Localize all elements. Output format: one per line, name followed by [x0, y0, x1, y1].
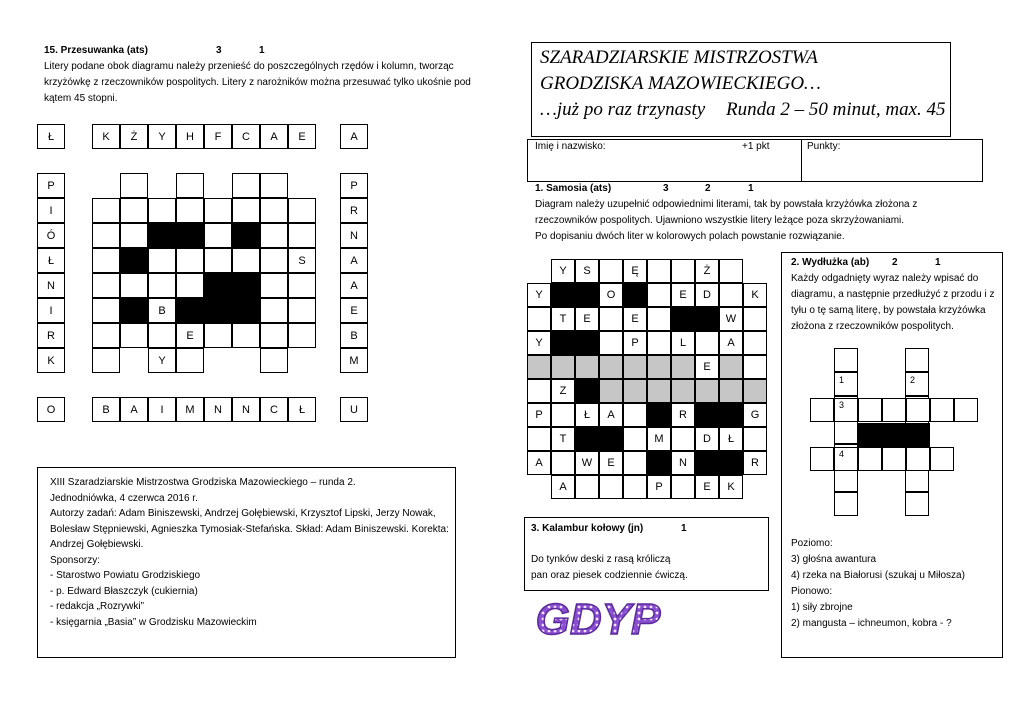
black-cell	[882, 423, 906, 447]
colophon-line-6: Sponsorzy:	[50, 554, 101, 566]
grid-cell[interactable]	[671, 427, 695, 451]
grid-cell[interactable]	[743, 307, 767, 331]
black-cell	[120, 248, 148, 273]
top-letter: H	[176, 124, 204, 149]
grid-cell[interactable]: B	[148, 298, 176, 323]
grid-cell[interactable]	[743, 331, 767, 355]
bottom-letter: N	[232, 397, 260, 422]
grid-cell[interactable]	[148, 323, 176, 348]
grid-cell[interactable]	[719, 259, 743, 283]
grid-cell[interactable]	[92, 198, 120, 223]
grid-cell[interactable]	[882, 447, 906, 471]
grid-cell[interactable]	[176, 198, 204, 223]
grid-cell[interactable]	[810, 447, 834, 471]
grid-cell[interactable]	[288, 223, 316, 248]
top-letter: E	[288, 124, 316, 149]
grid-cell[interactable]	[599, 307, 623, 331]
grid-cell[interactable]	[92, 348, 120, 373]
colophon-line-2: Jednodniówka, 4 czerwca 2016 r.	[50, 492, 198, 504]
black-cell	[551, 283, 575, 307]
name-label: Imię i nazwisko:	[535, 141, 606, 152]
black-cell	[204, 273, 232, 298]
grid-cell[interactable]	[92, 248, 120, 273]
grid-cell[interactable]	[148, 273, 176, 298]
black-cell	[176, 223, 204, 248]
colophon-line-10: - księgarnia „Basia” w Grodzisku Mazowieckim	[50, 616, 257, 628]
p3-points-1: 1	[681, 523, 687, 534]
grid-cell[interactable]	[647, 283, 671, 307]
grid-cell[interactable]	[527, 307, 551, 331]
colored-cell[interactable]	[551, 355, 575, 379]
title-line-1: SZARADZIARSKIE MISTRZOSTWA	[540, 47, 818, 68]
grid-cell[interactable]	[148, 248, 176, 273]
p15-line-1: Litery podane obok diagramu należy przenieść do poszczególnych rzędów i kolumn, tworząc	[44, 61, 454, 72]
grid-cell[interactable]	[647, 331, 671, 355]
grid-cell[interactable]	[120, 323, 148, 348]
grid-cell[interactable]: P	[527, 403, 551, 427]
corner-letter: Ł	[37, 124, 65, 149]
grid-cell[interactable]	[743, 355, 767, 379]
grid-cell[interactable]	[905, 468, 929, 492]
black-cell	[575, 283, 599, 307]
grid-cell[interactable]	[882, 398, 906, 422]
grid-cell[interactable]	[120, 273, 148, 298]
black-cell	[575, 379, 599, 403]
p1-line-1: Diagram należy uzupełnić odpowiednimi literami, tak by powstała krzyżówka złożona z	[535, 199, 918, 210]
bottom-letter: A	[120, 397, 148, 422]
top-letter: Ż	[120, 124, 148, 149]
black-cell	[695, 451, 719, 475]
p2-clue-2: 2) mangusta – ichneumon, kobra - ?	[791, 618, 952, 629]
bonus-label: +1 pkt	[742, 141, 770, 152]
grid-cell[interactable]	[834, 468, 858, 492]
grid-cell[interactable]	[527, 427, 551, 451]
grid-cell[interactable]: K	[719, 475, 743, 499]
grid-cell[interactable]	[905, 492, 929, 516]
p3-line-2: pan oraz piesek codziennie ćwiczą.	[531, 570, 688, 581]
bottom-letter: N	[204, 397, 232, 422]
grid-cell[interactable]	[260, 248, 288, 273]
grid-cell[interactable]: Y	[551, 259, 575, 283]
right-letter: A	[340, 273, 368, 298]
grid-cell[interactable]	[260, 198, 288, 223]
grid-cell[interactable]: E	[176, 323, 204, 348]
grid-cell[interactable]	[232, 323, 260, 348]
grid-cell[interactable]	[120, 173, 148, 198]
clue-number: 2	[910, 375, 916, 385]
grid-cell[interactable]	[905, 372, 929, 396]
grid-cell[interactable]: G	[743, 403, 767, 427]
grid-cell[interactable]	[930, 447, 954, 471]
p2-line-3: tyłu o tę samą literę, by powstała krzyżówka	[791, 305, 986, 316]
bottom-letter: B	[92, 397, 120, 422]
grid-cell[interactable]	[288, 198, 316, 223]
right-letter: B	[340, 323, 368, 348]
right-letter: N	[340, 223, 368, 248]
grid-cell[interactable]	[743, 427, 767, 451]
logo-text: GDYP	[535, 595, 661, 644]
grid-cell[interactable]	[599, 259, 623, 283]
grid-cell[interactable]	[204, 323, 232, 348]
grid-cell[interactable]: Ę	[623, 259, 647, 283]
grid-cell[interactable]	[906, 447, 930, 471]
grid-cell[interactable]	[527, 379, 551, 403]
grid-cell[interactable]: W	[719, 307, 743, 331]
p1-points-2: 2	[705, 183, 711, 194]
black-cell	[858, 423, 882, 447]
colophon-line-4: Bolesław Stępniewski, Agnieszka Tymosiak-Stefańska. Skład: Adam Biniszewski. Korekta:	[50, 523, 449, 535]
colophon-line-1: XIII Szaradziarskie Mistrzostwa Grodziska Mazowieckiego – runda 2.	[50, 477, 356, 488]
colored-cell[interactable]	[719, 379, 743, 403]
p3-header	[531, 521, 687, 537]
top-letter: C	[232, 124, 260, 149]
left-letter: I	[37, 198, 65, 223]
grid-cell[interactable]	[204, 198, 232, 223]
p1-points-3: 3	[663, 183, 669, 194]
black-cell	[719, 451, 743, 475]
corner-letter: U	[340, 397, 368, 422]
gdyp-logo	[528, 592, 668, 644]
grid-cell[interactable]: E	[599, 451, 623, 475]
bottom-letter: M	[176, 397, 204, 422]
p15-line-2: krzyżówkę z rzeczowników pospolitych. Litery z narożników można przesuwać tylko ukośnie pod	[44, 77, 471, 88]
colophon-line-9: - redakcja „Rozrywki”	[50, 601, 144, 612]
grid-cell[interactable]	[834, 492, 858, 516]
colophon-line-3: Autorzy zadań: Adam Biniszewski, Andrzej Gołębiewski, Krzysztof Lipski, Jerzy Nowak,	[50, 508, 436, 519]
left-letter: R	[37, 323, 65, 348]
grid-cell[interactable]	[834, 398, 858, 422]
colored-cell[interactable]	[599, 379, 623, 403]
left-letter: Ó	[37, 223, 65, 248]
grid-cell[interactable]	[954, 398, 978, 422]
grid-cell[interactable]	[695, 331, 719, 355]
grid-cell[interactable]	[551, 403, 575, 427]
black-cell	[906, 423, 930, 447]
grid-cell[interactable]	[551, 451, 575, 475]
grid-cell[interactable]	[647, 259, 671, 283]
title-subtitle: …już po raz trzynasty	[540, 99, 706, 120]
grid-cell[interactable]: E	[695, 475, 719, 499]
black-cell	[599, 427, 623, 451]
colored-cell[interactable]	[599, 355, 623, 379]
black-cell	[176, 298, 204, 323]
grid-cell[interactable]	[575, 475, 599, 499]
grid-cell[interactable]	[858, 398, 882, 422]
colored-cell[interactable]	[623, 355, 647, 379]
black-cell	[695, 307, 719, 331]
colored-cell[interactable]	[527, 355, 551, 379]
grid-cell[interactable]	[176, 348, 204, 373]
grid-cell[interactable]	[834, 420, 858, 444]
grid-cell[interactable]: P	[623, 331, 647, 355]
black-cell	[695, 403, 719, 427]
black-cell	[232, 298, 260, 323]
grid-cell[interactable]	[92, 323, 120, 348]
colophon-text	[50, 475, 450, 630]
grid-cell[interactable]: Z	[551, 379, 575, 403]
bottom-letter: I	[148, 397, 176, 422]
left-letter: Ł	[37, 248, 65, 273]
right-letter: A	[340, 248, 368, 273]
grid-cell[interactable]	[671, 475, 695, 499]
right-letter: P	[340, 173, 368, 198]
grid-cell[interactable]: S	[575, 259, 599, 283]
black-cell	[232, 273, 260, 298]
p15-points-1: 1	[259, 45, 265, 56]
grid-cell[interactable]	[232, 198, 260, 223]
right-letter: E	[340, 298, 368, 323]
grid-cell[interactable]	[623, 403, 647, 427]
grid-cell[interactable]: T	[551, 427, 575, 451]
grid-cell[interactable]	[834, 372, 858, 396]
grid-cell[interactable]	[92, 223, 120, 248]
grid-cell[interactable]	[120, 223, 148, 248]
grid-cell[interactable]: E	[623, 307, 647, 331]
grid-cell[interactable]: A	[719, 331, 743, 355]
grid-cell[interactable]: E	[695, 355, 719, 379]
grid-cell[interactable]	[623, 451, 647, 475]
left-letter: N	[37, 273, 65, 298]
grid-cell[interactable]	[671, 259, 695, 283]
grid-cell[interactable]	[176, 248, 204, 273]
grid-cell[interactable]	[260, 323, 288, 348]
title-round: Runda 2 – 50 minut, max. 45	[726, 99, 946, 120]
bottom-letter: Ł	[288, 397, 316, 422]
grid-cell[interactable]: A	[599, 403, 623, 427]
grid-cell[interactable]: Y	[527, 283, 551, 307]
grid-cell[interactable]	[92, 298, 120, 323]
grid-cell[interactable]	[176, 173, 204, 198]
p15-title: 15. Przesuwanka (ats)	[44, 45, 148, 56]
grid-cell[interactable]	[260, 298, 288, 323]
grid-cell[interactable]: D	[695, 427, 719, 451]
p3-title: 3. Kalambur kołowy (jn)	[531, 523, 644, 534]
grid-cell[interactable]	[288, 273, 316, 298]
right-letter: M	[340, 348, 368, 373]
p2-clues	[791, 536, 1001, 632]
clue-number: 4	[839, 449, 845, 459]
grid-cell[interactable]	[148, 198, 176, 223]
grid-cell[interactable]: Ł	[719, 427, 743, 451]
black-cell	[551, 331, 575, 355]
p2-line-2: diagramu, a następnie przedłużyć z przodu i z	[791, 289, 995, 300]
grid-cell[interactable]	[905, 348, 929, 372]
colored-cell[interactable]	[671, 355, 695, 379]
colored-cell[interactable]	[647, 355, 671, 379]
grid-cell[interactable]	[858, 447, 882, 471]
colophon-line-8: - p. Edward Błaszczyk (cukiernia)	[50, 585, 198, 597]
grid-cell[interactable]	[260, 273, 288, 298]
grid-cell[interactable]	[120, 198, 148, 223]
grid-cell[interactable]	[599, 331, 623, 355]
black-cell	[647, 451, 671, 475]
points-label: Punkty:	[807, 141, 841, 152]
grid-cell[interactable]: Y	[148, 348, 176, 373]
grid-cell[interactable]: W	[575, 451, 599, 475]
p3-riddle	[531, 552, 766, 584]
p15-line-3: kątem 45 stopni.	[44, 93, 118, 104]
grid-cell[interactable]: M	[647, 427, 671, 451]
black-cell	[232, 223, 260, 248]
grid-cell[interactable]: A	[551, 475, 575, 499]
grid-cell[interactable]	[288, 323, 316, 348]
black-cell	[623, 283, 647, 307]
grid-cell[interactable]	[260, 173, 288, 198]
grid-cell[interactable]	[288, 298, 316, 323]
p1-instructions	[535, 197, 965, 245]
grid-cell[interactable]	[599, 475, 623, 499]
grid-cell[interactable]	[260, 348, 288, 373]
colored-cell[interactable]	[671, 379, 695, 403]
corner-letter: A	[340, 124, 368, 149]
p2-line-4: złożona z rzeczowników pospolitych.	[791, 321, 954, 332]
left-letter: I	[37, 298, 65, 323]
colored-cell[interactable]	[695, 379, 719, 403]
p1-title: 1. Samosia (ats)	[535, 183, 612, 194]
black-cell	[148, 223, 176, 248]
grid-cell[interactable]	[834, 447, 858, 471]
p2-title: 2. Wydłużka (ab)	[791, 257, 870, 268]
grid-cell[interactable]	[204, 248, 232, 273]
p2-header	[791, 255, 941, 271]
clue-number: 3	[839, 400, 845, 410]
grid-cell[interactable]	[92, 273, 120, 298]
p1-line-3: Po dopisaniu dwóch liter w kolorowych polach powstanie rozwiązanie.	[535, 231, 845, 242]
p1-header	[535, 181, 754, 197]
top-letter: F	[204, 124, 232, 149]
grid-cell[interactable]	[810, 398, 834, 422]
grid-cell[interactable]	[623, 427, 647, 451]
grid-cell[interactable]	[930, 398, 954, 422]
grid-cell[interactable]: O	[599, 283, 623, 307]
right-letter: R	[340, 198, 368, 223]
grid-cell[interactable]: Ł	[575, 403, 599, 427]
top-letter: K	[92, 124, 120, 149]
p2-clue-3: 3) głośna awantura	[791, 554, 877, 565]
left-letter: P	[37, 173, 65, 198]
black-cell	[204, 298, 232, 323]
grid-cell[interactable]	[204, 223, 232, 248]
black-cell	[575, 331, 599, 355]
black-cell	[647, 403, 671, 427]
bottom-letter: C	[260, 397, 288, 422]
grid-cell[interactable]: T	[551, 307, 575, 331]
black-cell	[575, 427, 599, 451]
grid-cell[interactable]: D	[695, 283, 719, 307]
clue-number: 1	[839, 375, 845, 385]
grid-cell[interactable]: S	[288, 248, 316, 273]
grid-cell[interactable]: E	[671, 283, 695, 307]
p2-line-1: Każdy odgadnięty wyraz należy wpisać do	[791, 273, 979, 284]
grid-cell[interactable]	[232, 248, 260, 273]
grid-cell[interactable]: R	[671, 403, 695, 427]
p2-clue-down-heading: Pionowo:	[791, 586, 833, 597]
p2-points-1: 1	[935, 257, 941, 268]
grid-cell[interactable]: R	[743, 451, 767, 475]
p2-clue-4: 4) rzeka na Białorusi (szukaj u Miłosza)	[791, 570, 965, 581]
colored-cell[interactable]	[647, 379, 671, 403]
grid-cell[interactable]: Ż	[695, 259, 719, 283]
black-cell	[120, 298, 148, 323]
p1-line-2: rzeczowników pospolitych. Ujawniono wszystkie litery leżące poza skrzyżowaniami.	[535, 215, 905, 226]
grid-cell[interactable]: E	[575, 307, 599, 331]
grid-cell[interactable]	[834, 348, 858, 372]
p2-points-2: 2	[892, 257, 898, 268]
left-letter: K	[37, 348, 65, 373]
grid-cell[interactable]: K	[743, 283, 767, 307]
top-letter: A	[260, 124, 288, 149]
colored-cell[interactable]	[623, 379, 647, 403]
top-letter: Y	[148, 124, 176, 149]
grid-cell[interactable]	[719, 283, 743, 307]
p2-clue-across-heading: Poziomo:	[791, 538, 833, 549]
p2-instructions	[791, 271, 1001, 335]
p1-points-1: 1	[748, 183, 754, 194]
colored-cell[interactable]	[719, 355, 743, 379]
grid-cell[interactable]: N	[671, 451, 695, 475]
title-line-2: GRODZISKA MAZOWIECKIEGO…	[540, 73, 821, 94]
grid-cell[interactable]: P	[647, 475, 671, 499]
grid-cell[interactable]	[906, 398, 930, 422]
black-cell	[719, 403, 743, 427]
colored-cell[interactable]	[743, 379, 767, 403]
colophon-line-7: - Starostwo Powiatu Grodziskiego	[50, 570, 201, 581]
p2-clue-1: 1) siły zbrojne	[791, 602, 853, 613]
grid-cell[interactable]	[232, 173, 260, 198]
grid-cell[interactable]: L	[671, 331, 695, 355]
p15-puzzle	[0, 0, 512, 450]
grid-cell[interactable]: A	[527, 451, 551, 475]
grid-cell[interactable]	[176, 273, 204, 298]
colored-cell[interactable]	[575, 355, 599, 379]
p3-line-1: Do tynków deski z rasą króliczą	[531, 554, 671, 565]
grid-cell[interactable]	[260, 223, 288, 248]
corner-letter: O	[37, 397, 65, 422]
colophon-line-5: Andrzej Gołębiewski.	[50, 539, 144, 550]
grid-cell[interactable]	[623, 475, 647, 499]
p15-points-3: 3	[216, 45, 222, 56]
black-cell	[671, 307, 695, 331]
grid-cell[interactable]	[647, 307, 671, 331]
grid-cell[interactable]: Y	[527, 331, 551, 355]
